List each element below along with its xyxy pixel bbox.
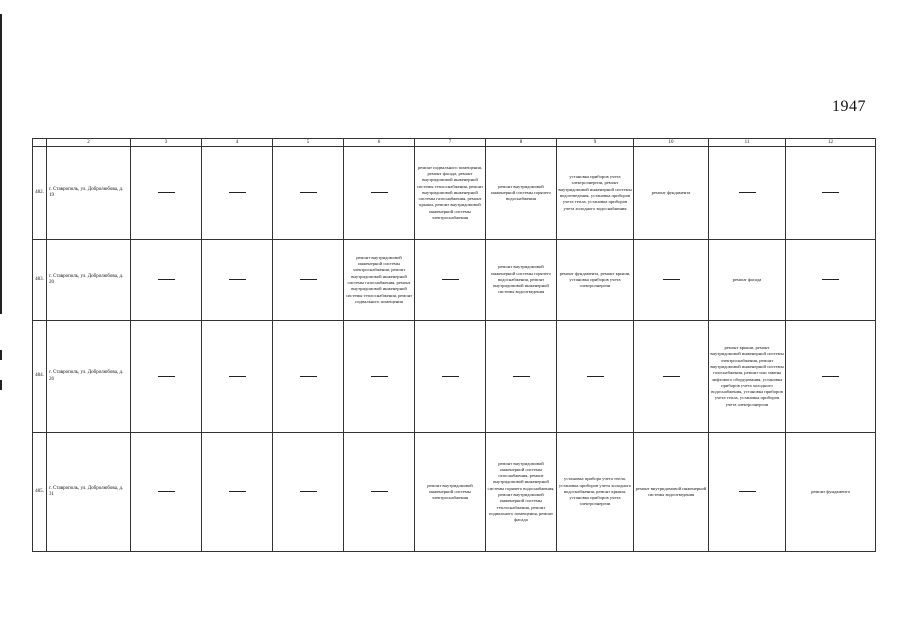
address-cell: г. Ставрополь, ул. Добролюбова, д. 26 — [47, 321, 131, 433]
dash-mark — [300, 279, 317, 280]
cell — [131, 433, 202, 552]
dash-mark — [229, 491, 246, 492]
cell: ремонт внутридомовой инженерной системы газоснабжения, ремонт внутридомовой инженерной системы горячего водоснабжения, ремонт внутридомовой инженерной системы теплоснабжения, ремонт подвального помещения, ремонт фасада — [486, 433, 557, 552]
dash-mark — [371, 376, 388, 377]
cell: ремонт фундамента — [786, 433, 876, 552]
cell — [786, 240, 876, 321]
dash-mark — [300, 192, 317, 193]
cell: ремонт внутридомовой инженерной системы электроснабжения — [415, 433, 486, 552]
dash-mark — [158, 491, 175, 492]
cell — [202, 433, 273, 552]
address-cell: г. Ставрополь, ул. Добролюбова, д. 20 — [47, 240, 131, 321]
row-number: 484. — [33, 321, 47, 433]
dash-mark — [158, 192, 175, 193]
dash-mark — [371, 491, 388, 492]
column-header: 11 — [709, 139, 786, 147]
column-header: 10 — [634, 139, 709, 147]
cell — [557, 321, 634, 433]
cell: ремонт фасада — [709, 240, 786, 321]
column-header: 9 — [557, 139, 634, 147]
column-header: 6 — [344, 139, 415, 147]
cell — [131, 147, 202, 240]
dash-mark — [822, 376, 839, 377]
column-header: 12 — [786, 139, 876, 147]
scan-edge-mark — [0, 380, 2, 390]
dash-mark — [587, 376, 604, 377]
dash-mark — [663, 376, 680, 377]
dash-mark — [158, 279, 175, 280]
table-row — [33, 321, 876, 433]
dash-mark — [822, 279, 839, 280]
column-header: 4 — [202, 139, 273, 147]
cell — [273, 240, 344, 321]
dash-mark — [442, 279, 459, 280]
cell — [202, 321, 273, 433]
dash-mark — [229, 376, 246, 377]
cell: установка прибора учета тепла, установка приборов учета холодного водоснабжения, ремонт крыши, установка приборов учета электроэнергии — [557, 433, 634, 552]
cell — [634, 321, 709, 433]
dash-mark — [822, 192, 839, 193]
cell — [131, 321, 202, 433]
column-header: 8 — [486, 139, 557, 147]
cell: установка приборов учета электроэнергии, ремонт внутридомовой инженерной системы водоотведения, установка приборов учета тепла, установка приборов учета холодного водоснабжения — [557, 147, 634, 240]
cell — [709, 147, 786, 240]
capital-repair-table — [32, 138, 876, 552]
dash-mark — [739, 192, 756, 193]
cell — [786, 147, 876, 240]
cell — [131, 240, 202, 321]
table-row — [33, 240, 876, 321]
column-number-row — [33, 139, 876, 147]
column-header — [33, 139, 47, 147]
cell — [415, 321, 486, 433]
cell: ремонт внутридомовой инженерной системы электроснабжения, ремонт внутридомовой инженерной системы газоснабжения, ремонт внутридомовой инженерной системы теплоснабжения, ремонт подвального помещения — [344, 240, 415, 321]
row-number: 482. — [33, 147, 47, 240]
column-header: 5 — [273, 139, 344, 147]
dash-mark — [300, 376, 317, 377]
cell: ремонт подвального помещения, ремонт фасада, ремонт внутридомовой инженерной системы теплоснабжения, ремонт внутридомовой инженерной системы газоснабжения, ремонт крыши, ремонт внутридомовой инженерной системы электроснабжения — [415, 147, 486, 240]
row-number: 485. — [33, 433, 47, 552]
cell — [344, 147, 415, 240]
cell — [344, 433, 415, 552]
column-header: 3 — [131, 139, 202, 147]
dash-mark — [371, 192, 388, 193]
address-cell: г. Ставрополь, ул. Добролюбова, д. 31 — [47, 433, 131, 552]
dash-mark — [663, 279, 680, 280]
cell — [709, 433, 786, 552]
cell — [634, 240, 709, 321]
cell: ремонт крыши, ремонт внутридомовой инженерной системы электроснабжения, ремонт внутридомовой инженерной системы газоснабжения, ремонт или замена лифтового оборудования, установка приборов учета холодного водоснабжения, установка приборов учета тепла, установка приборов учета электроэнергии — [709, 321, 786, 433]
cell — [273, 321, 344, 433]
page-number: 1947 — [832, 98, 866, 115]
scan-edge-mark — [0, 14, 2, 314]
table-row — [33, 147, 876, 240]
dash-mark — [442, 376, 459, 377]
cell — [273, 147, 344, 240]
dash-mark — [513, 376, 530, 377]
dash-mark — [229, 279, 246, 280]
row-number: 483. — [33, 240, 47, 321]
cell — [202, 240, 273, 321]
table-row — [33, 433, 876, 552]
cell — [786, 321, 876, 433]
cell: ремонт внутридомовой инженерной системы горячего водоснабжения — [486, 147, 557, 240]
cell: ремонт внутридомовой инженерной системы водоотведения — [634, 433, 709, 552]
column-header: 2 — [47, 139, 131, 147]
cell — [344, 321, 415, 433]
dash-mark — [229, 192, 246, 193]
cell — [273, 433, 344, 552]
dash-mark — [300, 491, 317, 492]
address-cell: г. Ставрополь, ул. Добролюбова, д. 19 — [47, 147, 131, 240]
column-header: 7 — [415, 139, 486, 147]
cell — [415, 240, 486, 321]
cell: ремонт внутридомовой инженерной системы горячего водоснабжения, ремонт внутридомовой инженерной системы водоотведения — [486, 240, 557, 321]
cell — [202, 147, 273, 240]
dash-mark — [739, 491, 756, 492]
dash-mark — [158, 376, 175, 377]
scan-edge-mark — [0, 350, 2, 360]
cell: ремонт фундамента — [634, 147, 709, 240]
cell — [486, 321, 557, 433]
cell: ремонт фундамента, ремонт крыши, установка приборов учета электроэнергии — [557, 240, 634, 321]
